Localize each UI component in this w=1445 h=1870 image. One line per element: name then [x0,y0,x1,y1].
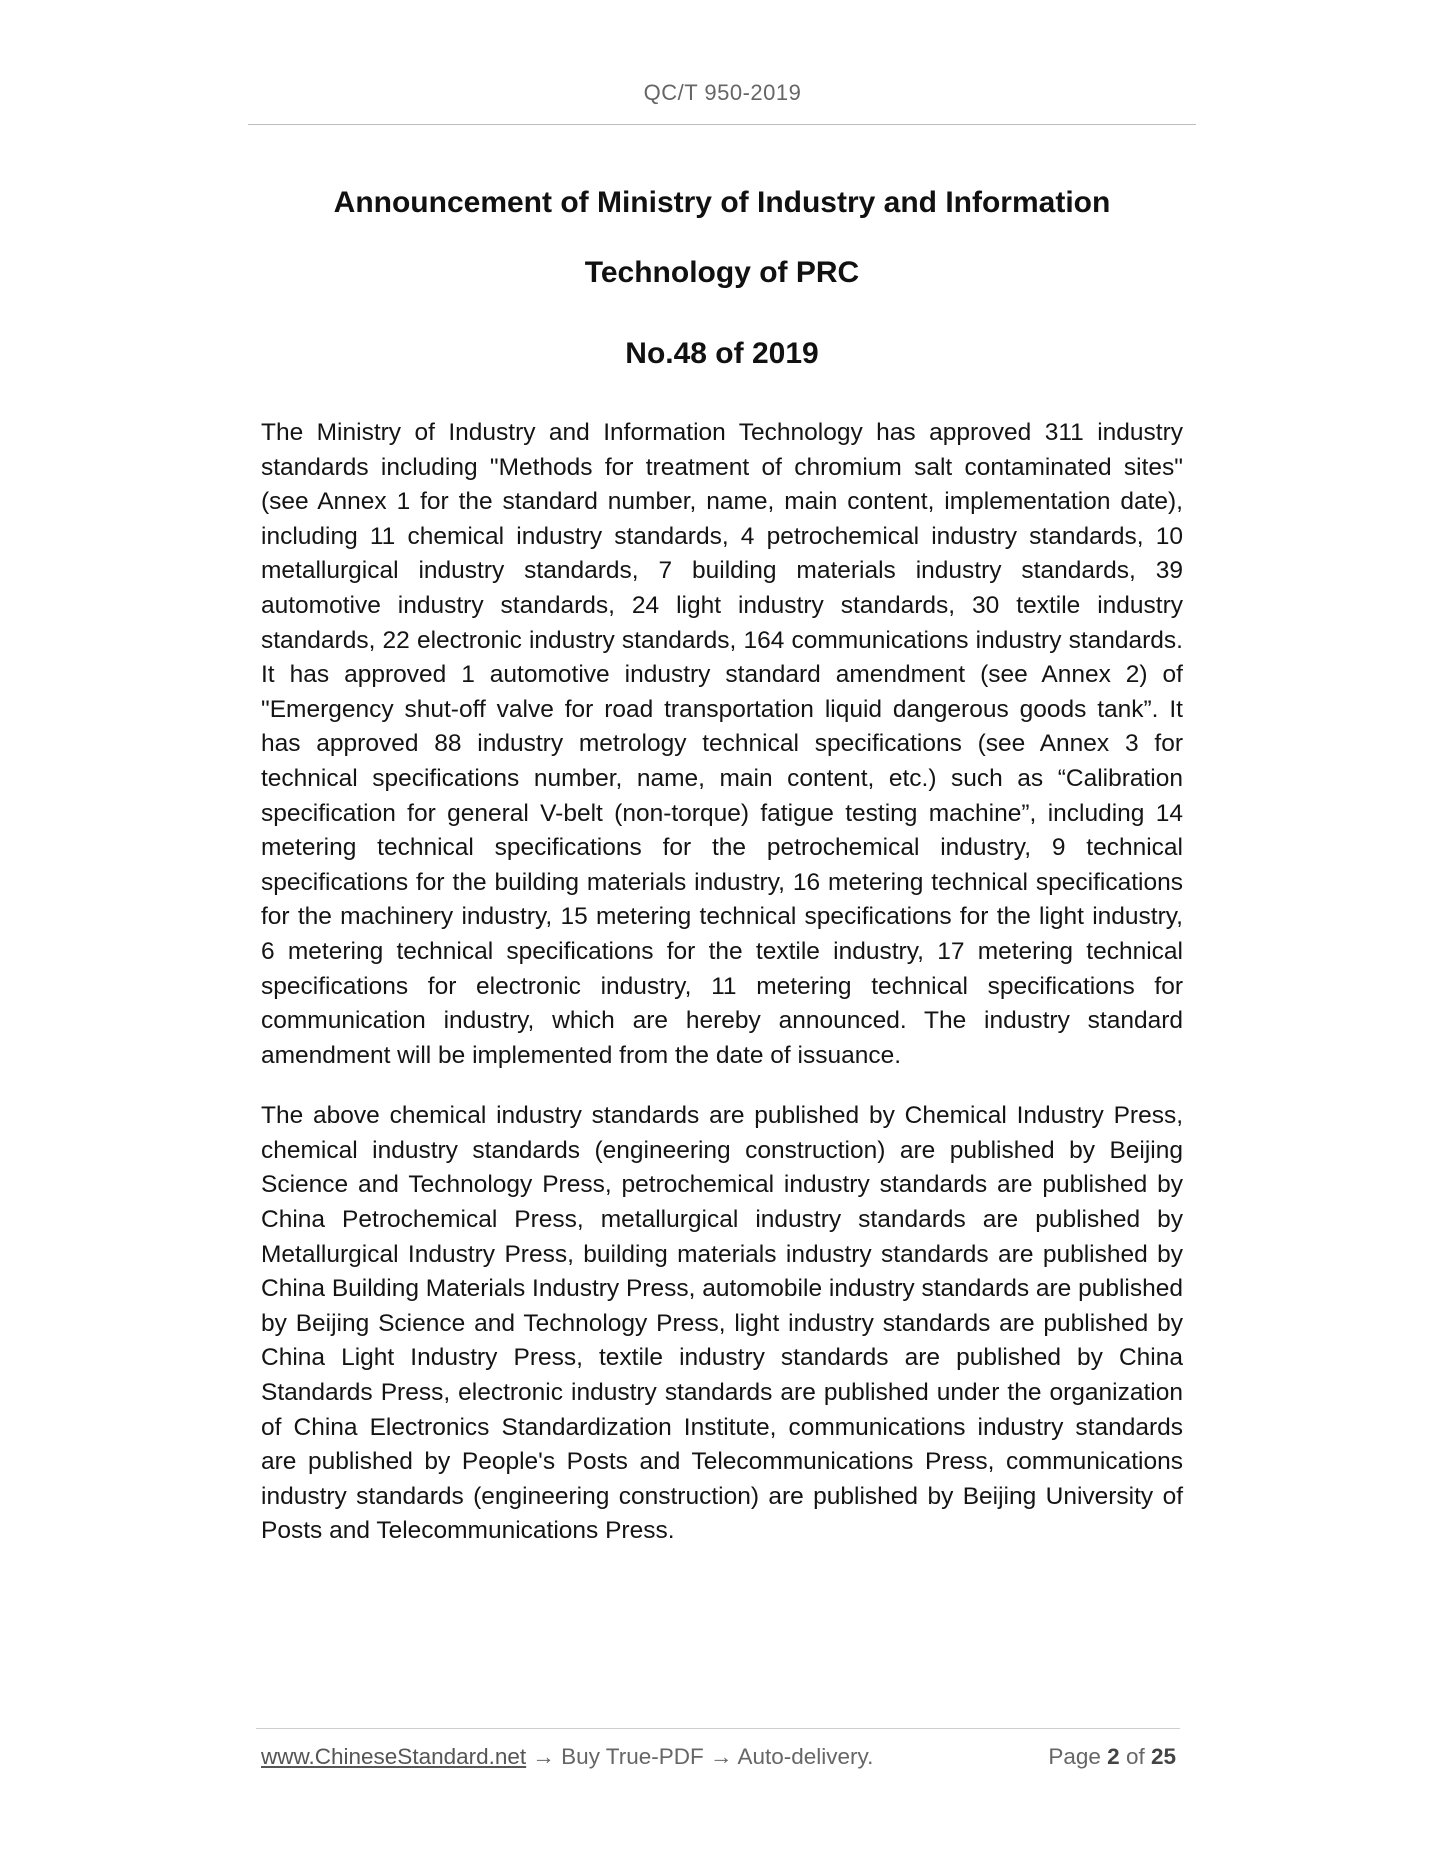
auto-delivery-text: Auto-delivery. [737,1744,874,1769]
buy-true-pdf-text: Buy True-PDF [561,1744,704,1769]
page-of-label: of [1125,1744,1145,1769]
running-header: QC/T 950-2019 [643,80,802,105]
announcement-number: No.48 of 2019 [625,337,819,370]
title-line-1: Announcement of Ministry of Industry and Information [333,186,1111,219]
announcement-body [261,416,1183,1549]
page-total: 25 [1150,1744,1176,1769]
arrow-right-icon: → [526,1744,562,1769]
page-indicator [1048,1744,1176,1770]
arrow-right-icon: → [703,1744,738,1769]
announcement-title [250,168,1194,308]
title-line-2: Technology of PRC [584,256,860,289]
page-label: Page [1048,1744,1101,1769]
body-paragraph-2: The above chemical industry standards are published by Chemical Industry Press, chemical industry standards (engineering construction) are published by Beijing Science and Technology Press, petrochemical industry standards are published by China Petrochemical Press, metallurgical industry standards are published by Metallurgical Industry Press, building materials industry standards are published by China Building Materials Industry Press, automobile industry standards are published by Beijing Science and Technology Press, light industry standards are published by China Light Industry Press, textile industry standards are published by China Standards Press, electronic industry standards are published under the organization of China Electronics Standardization Institute, communications industry standards are published by People's Posts and Telecommunications Press, communications industry standards (engineering construction) are published by Beijing University of Posts and Telecommunications Press. [261,1102,1183,1545]
footer-divider [256,1728,1180,1729]
page-current: 2 [1107,1744,1120,1769]
body-paragraph-1: The Ministry of Industry and Information Technology has approved 311 industry standards including "Methods for treatment of chromium salt contaminated sites" (see Annex 1 for the standard number, name, main content, implementation date), including 11 chemical industry standards, 4 petrochemical industry standards, 10 metallurgical industry standards, 7 building materials industry standards, 39 automotive industry standards, 24 light industry standards, 30 textile industry standards, 22 electronic industry standards, 164 communications industry standards. It has approved 1 automotive industry standard amendment (see Annex 2) of "Emergency shut-off valve for road transportation liquid dangerous goods tank”. It has approved 88 industry metrology technical specifications (see Annex 3 for technical specifications number, name, main content, etc.) such as “Calibration specification for general V-belt (non-torque) fatigue testing machine”, including 14 metering technical specifications for the petrochemical industry, 9 technical specifications for the building materials industry, 16 metering technical specifications for the machinery industry, 15 metering technical specifications for the light industry, 6 metering technical specifications for the textile industry, 17 metering technical specifications for electronic industry, 11 metering technical specifications for communication industry, which are hereby announced. The industry standard amendment will be implemented from the date of issuance. [261,419,1183,1069]
header-divider [248,124,1196,125]
footer-purchase-info [261,1744,873,1770]
website-link[interactable]: www.ChineseStandard.net [261,1744,527,1769]
